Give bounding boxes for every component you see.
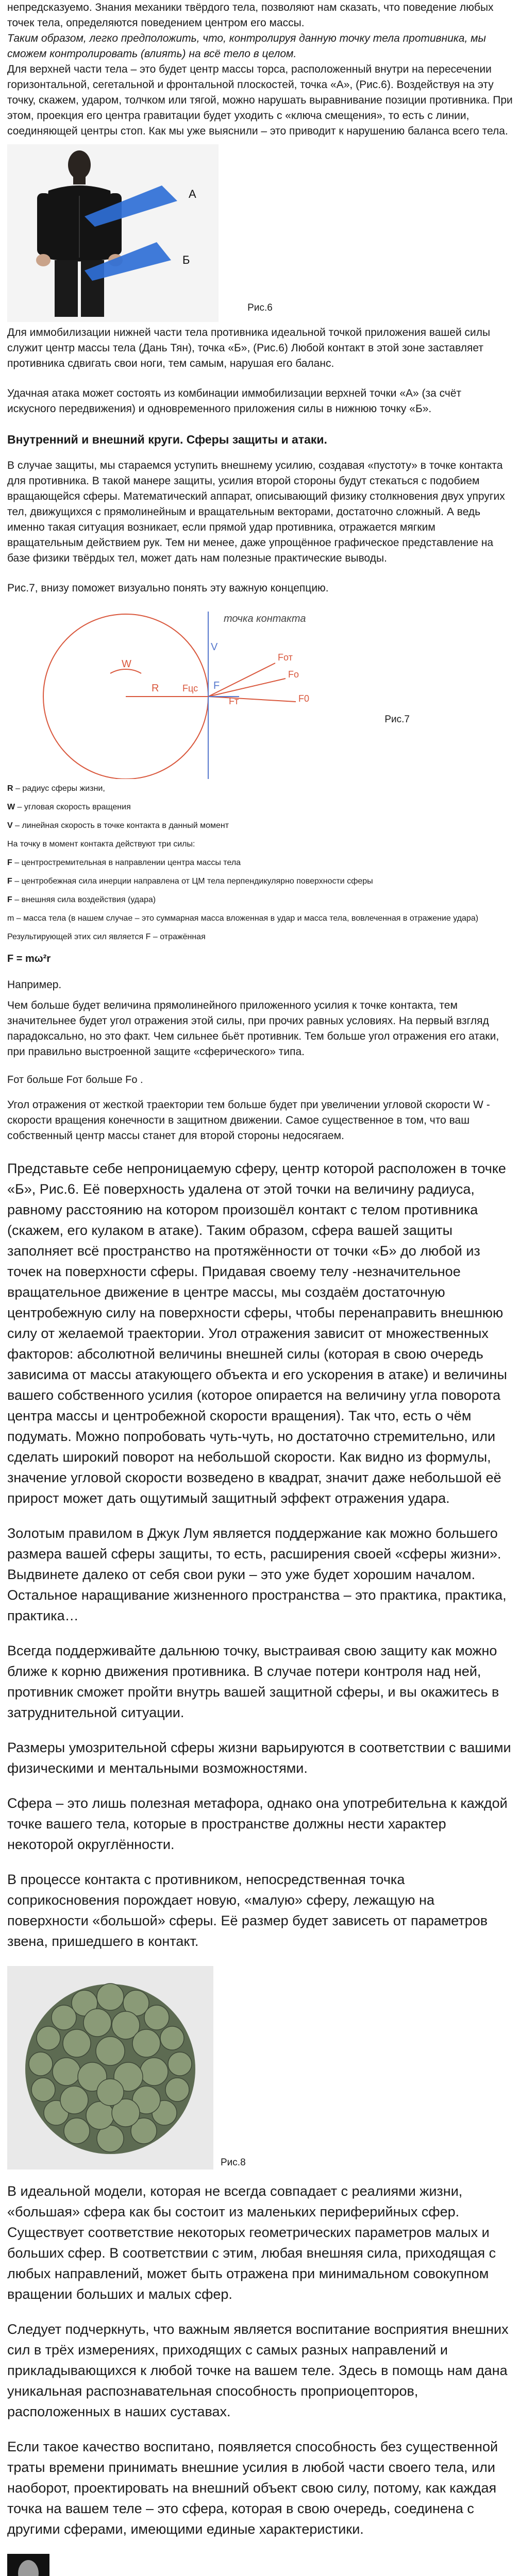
figure-7-caption: Рис.7 bbox=[384, 714, 410, 725]
distance-paragraph: Всегда поддерживайте дальнюю точку, выстраивая свою защиту как можно ближе к корню движения противника. В случае потери контроля над ней, противник сможет пройти внутрь вашей защитной сферы, и вы окажитесь в затруднительной ситуации. bbox=[7, 1643, 499, 1720]
figure-7-label-fc: Fцс bbox=[182, 683, 198, 693]
figure-7-label-fo: Fо bbox=[288, 669, 299, 680]
legend-line: W – угловая скорость вращения bbox=[7, 803, 131, 811]
section-heading-spheres: Внутренний и внешний круги. Сферы защиты и атаки. bbox=[7, 433, 327, 446]
figure-7-label-fo2: F0 bbox=[298, 693, 310, 704]
angle-paragraph: Угол отражения от жесткой траектории тем больше будет при увеличении угловой скорости W - скорости вращения конечности в защитном движении. Самое существенное в том, что ваш собственный центр массы станет для второй стороны недосягаем. bbox=[7, 1099, 490, 1142]
legend-line: Результирующей этих сил является F – отражённая bbox=[7, 933, 206, 941]
legend-line: m – масса тела (в нашем случае – это суммарная масса вложенная в удар и масса тела, вовлеченная в отражение удара) bbox=[7, 914, 479, 923]
figure-8-image bbox=[7, 1966, 213, 2170]
legend-line: F – внешняя сила воздействия (удара) bbox=[7, 895, 156, 904]
figure-7-label-r: R bbox=[152, 683, 159, 694]
figure-6-label-b: Б bbox=[182, 253, 190, 266]
figure-8-caption: Рис.8 bbox=[221, 2157, 246, 2168]
example-paragraph: Чем больше будет величина прямолинейного приложенного усилия к точке контакта, тем значительнее будет угол отражения этой силы, при прочих равных условиях. На первый взгляд парадоксально, но это факт. Чем сильнее бьёт противник. Тем больше угол отражения его атаки, при правильно выстроенной защите «сферического» типа. bbox=[7, 999, 499, 1058]
contact-process-paragraph: В процессе контакта с противником, непосредственная точка соприкосновения порождает новую, «малую» сферу, лежащую на поверхности «большой» сферы. Её размер будет зависеть от параметров звена, пришедшего в контакт. bbox=[7, 1872, 488, 1949]
intro-paragraph-1: непредсказуемо. Знания механики твёрдого тела, позволяют нам сказать, что поведение любых точек тела, определяются поведением центром его массы. bbox=[7, 2, 494, 29]
figure-7-label-contact: точка контакта bbox=[224, 613, 306, 624]
immobilization-paragraph: Для иммобилизации нижней части тела противника идеальной точкой приложения вашей силы служит центр массы тела (Дань Тян), точка «Б», (Рис.6) Любой контакт в этой зоне заставляет противника сдвигать свои ноги, тем самым, нарушая его баланс. bbox=[7, 327, 491, 369]
formula: F = mω²r bbox=[7, 953, 51, 964]
figure-8 bbox=[7, 1966, 513, 2170]
sizes-paragraph: Размеры умозрительной сферы жизни варьируются в соответствии с вашими физическими и ментальными возможностями. bbox=[7, 1740, 511, 1776]
legend-line: F – центробежная сила инерции направлена от ЦМ тела перпендикулярно поверхности сферы bbox=[7, 877, 373, 886]
forces-comparison: Fот больше Fот больше Fо . bbox=[7, 1074, 143, 1086]
golden-rule-paragraph: Золотым правилом в Джук Лум является поддержание как можно большего размера вашей сферы защиты, то есть, расширения своей «сферы жизни». Выдвинете далеко от себя свои руки – это уже будет хорошим началом. Остальное наращивание жизненного пространства – это практика, практика, практика… bbox=[7, 1526, 507, 1623]
emphasis-paragraph: Следует подчеркнуть, что важным является воспитание восприятия внешних сил в трёх измерениях, приходящих с самых разных направлений и прикладывающихся к любой точке на вашем теле. Здесь в помощь нам дана уникальная распознавательная способность проприоцепторов, расположенных в наших суставах. bbox=[7, 2321, 509, 2419]
figure-6-image bbox=[7, 144, 219, 322]
figure-7-label-w: W bbox=[122, 658, 131, 670]
metaphor-paragraph: Сфера – это лишь полезная метафора, однако она употребительна к каждой точке вашего тела, которые в пространстве должны нести характер некоторой округлённости. bbox=[7, 1795, 508, 1852]
intro-paragraph-2: Таким образом, легко предположить, что, контролируя данную точку тела противника, мы сможем контролировать (влиять) на всё тело в целом. bbox=[7, 32, 486, 60]
figure-7-diagram bbox=[7, 601, 513, 779]
intro-paragraph-3: Для верхней части тела – это будет центр массы торса, расположенный внутри на пересечении горизонтальной, сегетальной и фронтальной плоскостей, точка «А», (Рис.6). Воздействуя на эту точку, скажем, ударом, толчком или тягой, можно нарушать выравнивание позиции противника. При этом, проекция его центра гравитации будет уходить с «ключа смещения», то есть с линии, соединяющей центры стоп. Как мы уже выяснили – это приводит к нарушению баланса всего тела. bbox=[7, 63, 513, 137]
legend-line: На точку в момент контакта действуют три силы: bbox=[7, 840, 195, 849]
legend-line: R – радиус сферы жизни, bbox=[7, 784, 105, 793]
figure-7-intro: Рис.7, внизу поможет визуально понять эту важную концепцию. bbox=[7, 582, 329, 594]
legend bbox=[7, 783, 513, 943]
sphere-of-life-paragraph: Представьте себе непроницаемую сферу, центр которой расположен в точке «Б», Рис.6. Её поверхность удалена от этой точки на величину радиуса, равному расстоянию на котором произошёл контакт с телом противника (скажем, его кулаком в атаке). Таким образом, сфера вашей защиты заполняет всё пространство на протяжённости от точки «Б» до любой из точек на поверхности сферы. Придавая своему телу -незначительное вращательное движение в центре массы, мы создаём достаточную центробежную силу на поверхности сферы, чтобы перенаправить внешнюю силу от желаемой траектории. Угол отражения зависит от множественных факторов: абсолютной величины внешней силы (которая в свою очередь зависима от массы атакующего объекта и его ускорения в атаке) и величины вашего собственного усилия (которое опирается на величину угла поворота центра массы и центробежной скорости вращения). Так что, есть о чём подумать. Можно попробовать чуть-чуть, но достаточно стремительно, или сделать широкий поворот на небольшой скорости. Как видно из формулы, значение угловой скорости возведено в квадрат, значит даже небольшой её прирост может дать ощутимый защитный эффект отражения удара. bbox=[7, 1161, 507, 1506]
figure-6-wrapper bbox=[7, 144, 513, 322]
conclusion-paragraph: Если такое качество воспитано, появляется способность без существенной траты времени принимать внешние усилия в любой части своего тела, или наоборот, проектировать на внешний объект свою силу, потому, как каждая точка на вашем теле – это сфера, которая в свою очередь, соединена с другими сферами, имеющими единые характеристики. bbox=[7, 2439, 498, 2537]
author-photo bbox=[7, 2554, 49, 2576]
figure-6-label-a: А bbox=[189, 188, 196, 200]
defense-paragraph: В случае защиты, мы стараемся уступить внешнему усилию, создавая «пустоту» в точке контакта для противника. В такой манере защиты, усилия второй стороны будут стекаться с подобием вращающейся сферы. Математический аппарат, описывающий физику столкновения двух упругих тел, движущихся с прямолинейным и вращательным векторами, достаточно сложный. А ведь именно такая ситуация возникает, если прямой удар противника, отражается мягким вращательным действием рук. Тем ни менее, даже упрощённое графическое представление на базе физики твёрдых тел, может дать нам полезные практические выводы. bbox=[7, 460, 505, 564]
example-label: Например. bbox=[7, 979, 62, 991]
figure-7-label-v: V bbox=[211, 641, 218, 653]
figure-7-label-ft: Fт bbox=[229, 696, 239, 706]
figure-7 bbox=[7, 601, 513, 779]
figure-7-label-fot: Fот bbox=[278, 652, 293, 663]
legend-line: F – центростремительная в направлении центра массы тела bbox=[7, 858, 241, 867]
figure-6-caption: Рис.6 bbox=[247, 302, 273, 313]
ideal-model-paragraph: В идеальной модели, которая не всегда совпадает с реалиями жизни, «большая» сфера как бы состоит из маленьких периферийных сфер. Существует соответствие некоторых геометрических параметров малых и больших сфер. В соответствии с этим, любая внешняя сила, приходящая с любых направлений, может быть отражена при минимальном совокупном вращении больших и малых сфер. bbox=[7, 2183, 496, 2302]
combo-paragraph: Удачная атака может состоять из комбинации иммобилизации верхней точки «А» (за счёт искусного передвижения) и одновременного приложения силы в нижнюю точку «Б». bbox=[7, 387, 462, 415]
legend-line: V – линейная скорость в точке контакта в данный момент bbox=[7, 821, 229, 830]
figure-7-label-f: F bbox=[213, 680, 220, 691]
